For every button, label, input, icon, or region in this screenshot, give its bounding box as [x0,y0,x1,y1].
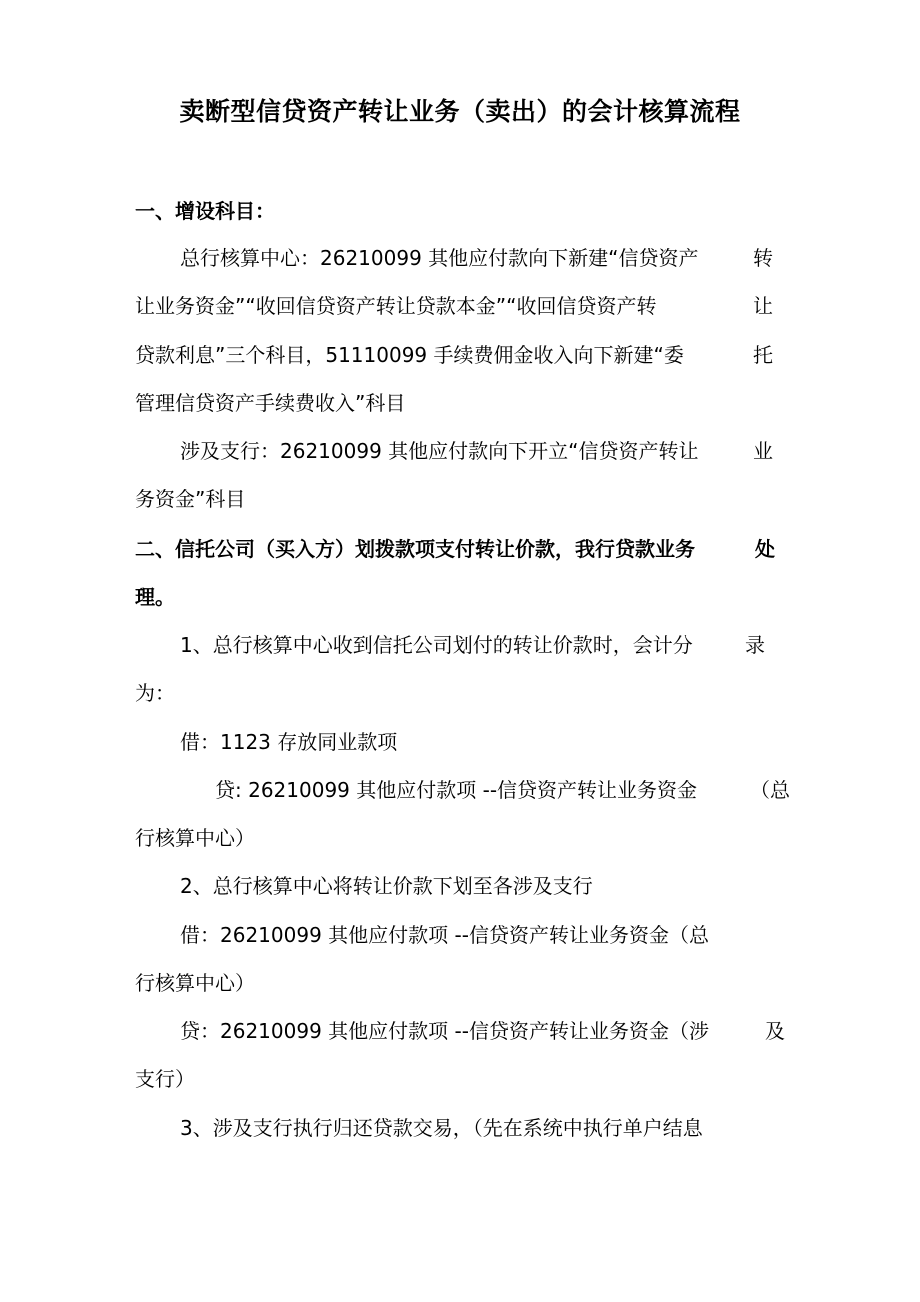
section1-para1-line2 [135,291,773,321]
text-segment: 录 [745,633,765,657]
section1-heading: 一、增设科目： [135,199,275,223]
step2-debit-entry-line2: 行核算中心） [135,971,255,995]
step1-credit-entry-line2: 行核算中心） [135,826,255,850]
section1-para1-line4: 管理信贷资产手续费收入”科目 [135,391,406,415]
step3-line1: 3、涉及支行执行归还贷款交易，（先在系统中执行单户结息 [180,1116,703,1140]
section1-para2-line2: 务资金”科目 [135,487,246,511]
text-segment: 处 [755,537,775,561]
text-segment: 贷：26210099 其他应付款项 --信贷资产转让业务资金（涉 [180,1019,709,1043]
text-segment: 让业务资金”“收回信贷资产转让贷款本金”“收回信贷资产转 [135,294,657,318]
section1-para2-line1 [180,436,773,466]
text-segment: 转 [753,246,773,270]
step1-credit-entry-line1 [215,775,790,805]
step2-line1: 2、总行核算中心将转让价款下划至各涉及支行 [180,874,593,898]
text-segment: 总行核算中心：26210099 其他应付款向下新建“信贷资产 [180,246,699,270]
text-segment: 及 [765,1019,785,1043]
step2-debit-entry-line1: 借：26210099 其他应付款项 --信贷资产转让业务资金（总 [180,923,709,947]
section1-para1-line1 [180,243,773,273]
text-segment: 让 [753,294,773,318]
text-segment: （总 [750,778,790,802]
step1-line1 [180,630,765,660]
text-segment: 贷款利息”三个科目，51110099 手续费佣金收入向下新建“委 [135,343,684,367]
text-segment: 托 [753,343,773,367]
section1-para1-line3 [135,340,773,370]
document-title: 卖断型信贷资产转让业务（卖出）的会计核算流程 [179,97,741,126]
step2-credit-entry-line2: 支行） [135,1067,195,1091]
step1-debit-entry: 借：1123 存放同业款项 [180,730,398,754]
text-segment: 业 [753,439,773,463]
text-segment: 涉及支行：26210099 其他应付款向下开立“信贷资产转让 [180,439,699,463]
section2-heading-line2: 理。 [135,585,175,609]
text-segment: 1、总行核算中心收到信托公司划付的转让价款时，会计分 [180,633,693,657]
text-segment: 贷: 26210099 其他应付款项 --信贷资产转让业务资金 [215,778,698,802]
text-segment: 二、信托公司（买入方）划拨款项支付转让价款，我行贷款业务 [135,537,695,561]
step1-line2: 为： [135,681,175,705]
step2-credit-entry-line1 [180,1016,785,1046]
section2-heading-line1 [135,534,775,564]
